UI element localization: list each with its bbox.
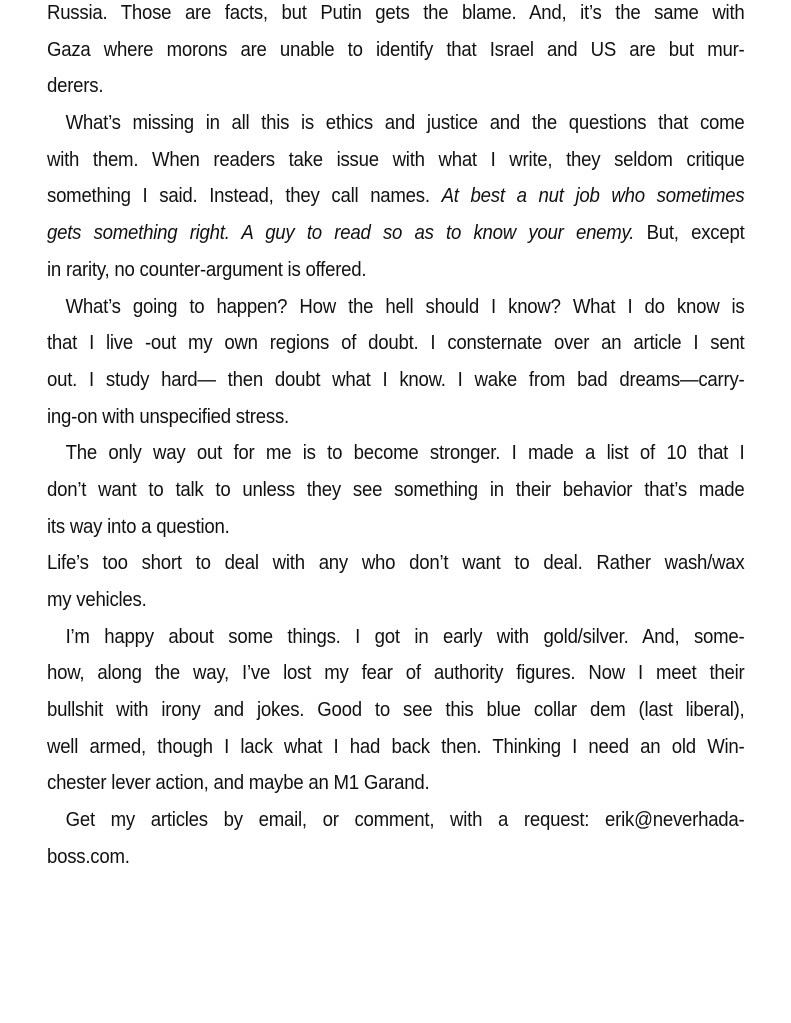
text-segment: don’t want to talk to unless they see something in their behavior that’s made [47, 478, 745, 501]
text-segment: Life’s too short to deal with any who don’t want to deal. Rather wash/wax [47, 552, 745, 575]
paragraph [47, 0, 745, 105]
paragraph [47, 545, 745, 618]
paragraph [47, 619, 745, 802]
text-segment: chester lever action, and maybe an M1 Garand. [47, 772, 430, 795]
text-segment: how, along the way, I’ve lost my fear of authority figures. Now I meet their [47, 662, 745, 685]
italic-text: gets something right. A guy to read so as to know your enemy. [47, 222, 635, 245]
text-segment: something I said. Instead, they call names. [47, 185, 442, 208]
text-line [47, 839, 745, 876]
text-segment: But, except [634, 222, 745, 245]
text-line [47, 802, 745, 839]
text-line [47, 435, 745, 472]
text-line [47, 729, 745, 766]
text-line [47, 215, 745, 252]
paragraph [47, 105, 745, 288]
text-segment: Russia. Those are facts, but Putin gets the blame. And, it’s the same with [47, 2, 745, 24]
text-line [47, 765, 745, 802]
text-segment: boss.com. [47, 845, 130, 868]
text-segment: out. I study hard— then doubt what I know. I wake from bad dreams—carry- [47, 368, 745, 391]
text-segment: The only way out for me is to become stronger. I made a list of 10 that I [65, 442, 745, 465]
text-line [47, 362, 745, 399]
text-line [47, 619, 745, 656]
text-segment: Get my articles by email, or comment, with a request: erik@neverhada- [65, 809, 745, 832]
document-page [47, 0, 745, 876]
text-line [47, 509, 745, 546]
text-segment: I’m happy about some things. I got in early with gold/silver. And, some- [65, 625, 745, 648]
text-line [47, 105, 745, 142]
text-line [47, 582, 745, 619]
text-line [47, 289, 745, 326]
text-segment: What’s going to happen? How the hell should I know? What I do know is [65, 295, 745, 318]
text-line [47, 655, 745, 692]
text-segment: What’s missing in all this is ethics and justice and the questions that come [65, 112, 745, 135]
text-line [47, 142, 745, 179]
text-line [47, 252, 745, 289]
text-line [47, 399, 745, 436]
text-segment: ing-on with unspecified stress. [47, 405, 289, 428]
text-line [47, 472, 745, 509]
paragraph [47, 802, 745, 875]
italic-text: At best a nut job who sometimes [441, 185, 745, 208]
text-segment: with them. When readers take issue with what I write, they seldom critique [47, 148, 745, 171]
paragraph [47, 435, 745, 545]
text-line [47, 545, 745, 582]
text-segment: Gaza where morons are unable to identify that Israel and US are but mur- [47, 38, 745, 61]
text-segment: well armed, though I lack what I had back then. Thinking I need an old Win- [47, 735, 745, 758]
text-segment: its way into a question. [47, 515, 230, 538]
text-line [47, 178, 745, 215]
text-line [47, 325, 745, 362]
text-segment: that I live -out my own regions of doubt. I consternate over an article I sent [47, 332, 745, 355]
text-line [47, 692, 745, 729]
text-line [47, 32, 745, 69]
text-segment: my vehicles. [47, 589, 147, 611]
text-segment: bullshit with irony and jokes. Good to see this blue collar dem (last liberal), [47, 699, 745, 722]
text-segment: derers. [47, 75, 104, 98]
paragraph [47, 289, 745, 436]
text-segment: in rarity, no counter-argument is offered. [47, 258, 367, 281]
text-line [47, 68, 745, 105]
text-line [47, 0, 745, 32]
